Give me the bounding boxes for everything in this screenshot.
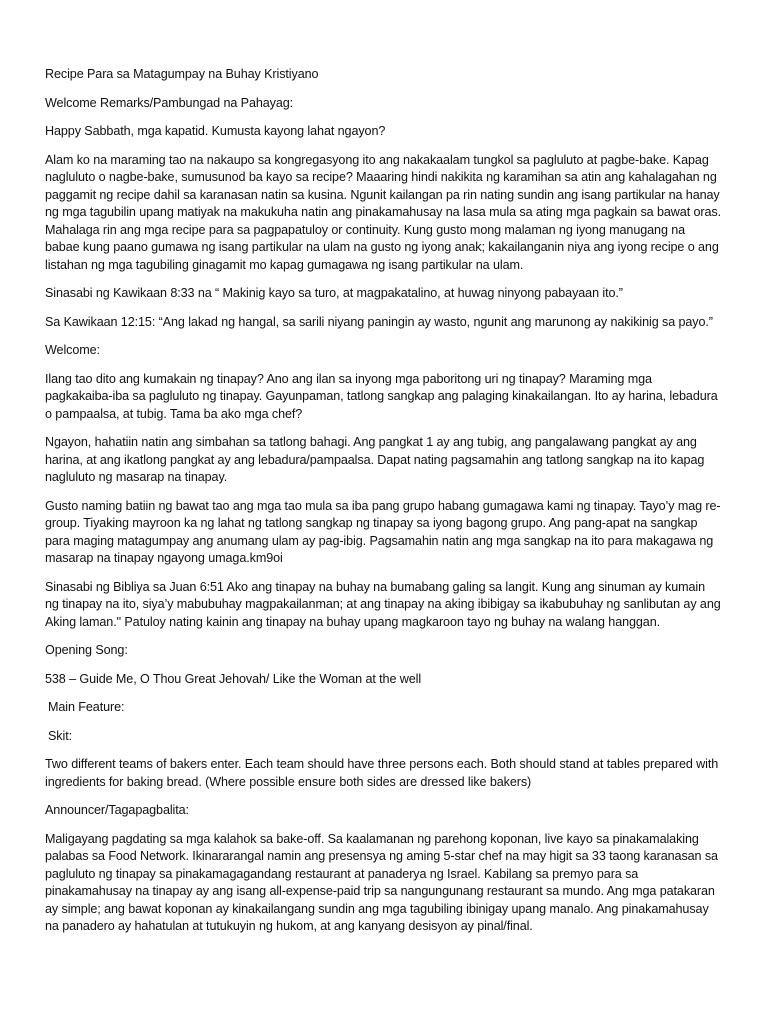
proverbs-8-33-paragraph: Sinasabi ng Kawikaan 8:33 na “ Makinig kayo sa turo, at magpakatalino, at huwag ninyong pabayaan ito.” — [45, 286, 623, 300]
greeting-paragraph: Happy Sabbath, mga kapatid. Kumusta kayong lahat ngayon? — [45, 124, 386, 138]
welcome-remarks-heading: Welcome Remarks/Pambungad na Pahayag: — [45, 95, 294, 110]
main-feature-heading: Main Feature: — [48, 700, 125, 714]
skit-description: Two different teams of bakers enter. Each team should have three persons each. Both should stand at tables prepared with ingredients for baking bread. (Where possible ensure both sides are dressed like bakers) — [45, 757, 719, 789]
announcer-heading: Announcer/Tagapagbalita: — [45, 803, 189, 817]
document-title: Recipe Para sa Matagumpay na Buhay Kristiyano — [45, 67, 319, 81]
groups-paragraph: Ngayon, hahatiin natin ang simbahan sa tatlong bahagi. Ang pangkat 1 ay ang tubig, ang pangalawang pangkat ay ang harina, at ang ikatlong pangkat ay ang lebadura/pampaalsa. Dapat nating pagsamahin ang tatlong sangkap na ito kapag nagluluto ng masarap na tinapay. — [45, 435, 705, 484]
opening-song-heading: Opening Song: — [45, 643, 128, 657]
skit-heading: Skit: — [48, 728, 72, 743]
intro-paragraph: Alam ko na maraming tao na nakaupo sa kongregasyong ito ang nakakaalam tungkol sa pagluluto at pagbe-bake. Kapag nagluluto o nagbe-bake, sumusunod ba kayo sa recipe? Maaaring hindi nakikita ng karamihan sa atin ang kahalagahan ng paggamit ng recipe dahil sa karanasan natin sa kusina. Ngunit kailangan pa rin nating sundin ang isang partikular na hanay ng mga tagubilin upang matiyak na makukuha natin ang pinakamahusay na lasa mula sa ating mga pagkain sa bawat oras. Mahalaga rin ang mga recipe para sa pagpapatuloy or continuity. Kung gusto mong malaman ng iyong manugang na babae kung paano gumawa ng isang partikular na ulam na gusto ng iyong anak; kakailanganin niya ang iyong recipe o ang listahan ng mga tagubiling ginagamit mo kapag gumagawa ng isang partikular na ulam. — [45, 152, 721, 272]
proverbs-12-15-paragraph: Sa Kawikaan 12:15: “Ang lakad ng hangal, sa sarili niyang paningin ay wasto, ngunit ang marunong ay nakikinig sa payo.” — [45, 314, 713, 329]
announcer-paragraph: Maligayang pagdating sa mga kalahok sa bake-off. Sa kaalamanan ng parehong koponan, live kayo sa pinakamalaking palabas sa Food Network. Ikinararangal namin ang presensya ng aming 5-star chef na may higit sa 33 taong karanasan sa pagluluto ng tinapay sa pinakamagagandang restaurant at panaderya ng Israel. Kabilang sa premyo para sa pinakamahusay na tinapay ay ang isang all-expense-paid trip sa nangungunang restaurant sa mundo. Ang mga patakaran ay simple; ang bawat koponan ay kinakailangang sundin ang mga tagubiling ibinigay upang manalo. Ang pinakamahusay na panadero ay hahatulan at tutukuyin ng hukom, at ang kanyang desisyon ay pinal/final. — [45, 831, 718, 933]
john-6-51-paragraph: Sinasabi ng Bibliya sa Juan 6:51 Ako ang tinapay na buhay na bumabang galing sa langit. Kung ang sinuman ay kumain ng tinapay na ito, siya’y mabubuhay magpakailanman; at ang tinapay na aking ibibigay sa ikabubuhay ng sanlibutan ay ang Aking laman." Patuloy nating kainin ang tinapay na buhay upang magkaroon tayo ng buhay na walang hanggan. — [45, 579, 721, 629]
welcome-heading: Welcome: — [45, 343, 100, 357]
opening-song-text: 538 – Guide Me, O Thou Great Jehovah/ Like the Woman at the well — [45, 671, 422, 686]
regroup-paragraph: Gusto naming batiin ng bawat tao ang mga tao mula sa iba pang grupo habang gumagawa kami ng tinapay. Tayo’y mag re-group. Tiyaking mayroon ka ng lahat ng tatlong sangkap ng tinapay sa iyong bagong grupo. Ang pang-apat na sangkap para maging matagumpay ang anumang ulam ay pag-ibig. Pagsamahin natin ang mga sangkap na ito para makagawa ng masarap na tinapay ngayong umaga.km9oi — [45, 498, 721, 565]
bread-questions-paragraph: Ilang tao dito ang kumakain ng tinapay? Ano ang ilan sa inyong mga paboritong uri ng tinapay? Maraming mga pagkakaiba-iba sa pagluluto ng tinapay. Gayunpaman, tatlong sangkap ang palaging kinakailangan. Ito ay harina, lebadura o pampaalsa, at tubig. Tama ba ako mga chef? — [45, 371, 718, 421]
